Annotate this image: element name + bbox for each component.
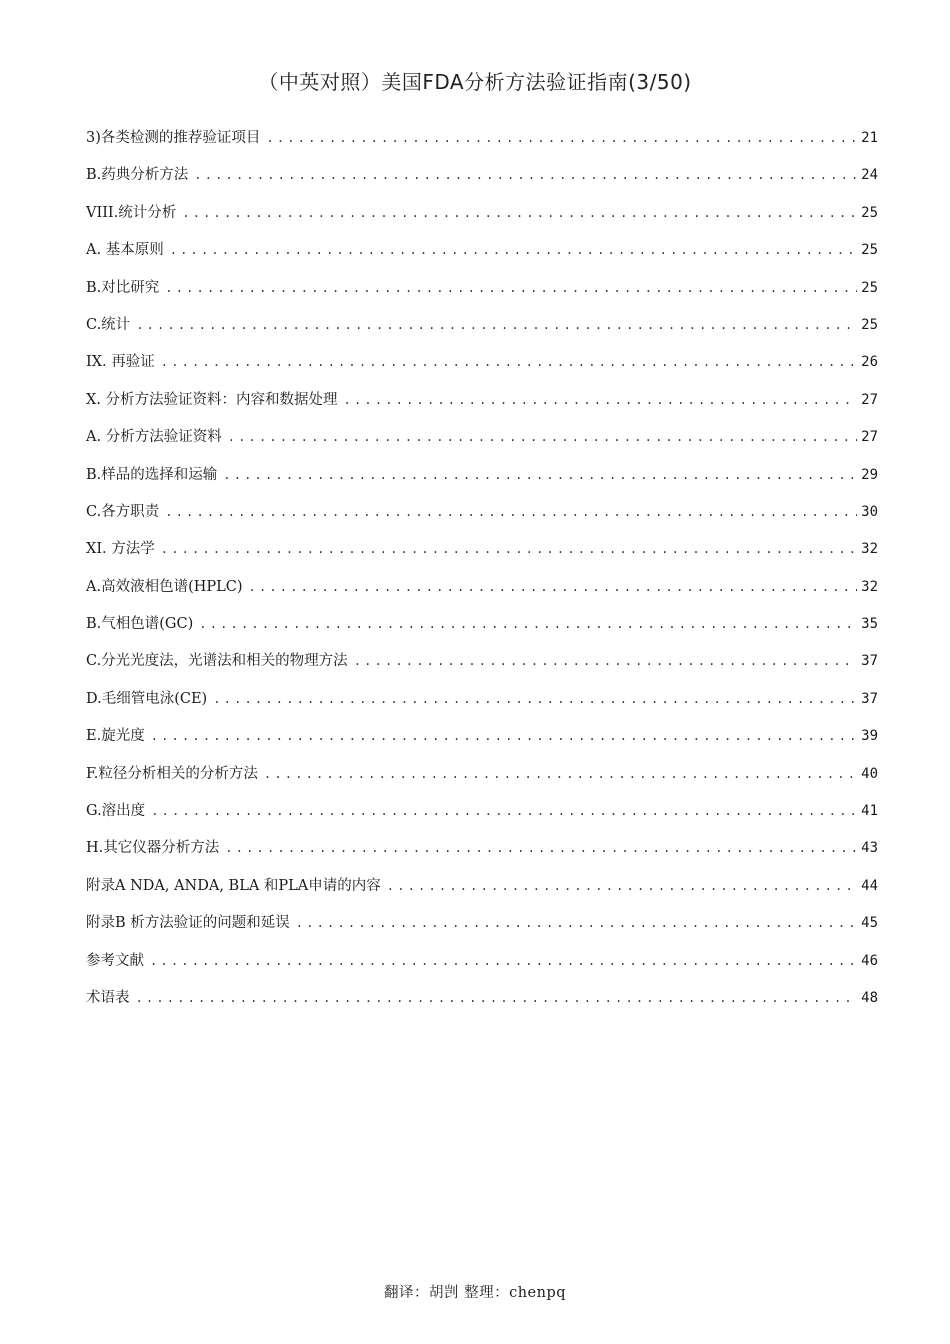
toc-entry-label: C.分光光度法，光谱法和相关的物理方法 — [86, 653, 348, 670]
toc-dot-leader — [136, 311, 857, 339]
toc-entry-label: 参考文献 — [86, 952, 144, 969]
toc-page-number: 35 — [861, 616, 878, 633]
toc-entry-label: A. 分析方法验证资料 — [86, 429, 222, 446]
toc-entry-label: E.旋光度 — [86, 728, 145, 745]
toc-entry-label: A. 基本原则 — [86, 242, 164, 259]
toc-entry[interactable] — [86, 685, 878, 722]
toc-entry-label: XI. 方法学 — [86, 541, 155, 558]
toc-entry[interactable] — [86, 834, 878, 871]
toc-page-number: 21 — [861, 130, 878, 146]
toc-entry[interactable] — [86, 760, 878, 797]
toc-entry[interactable] — [86, 498, 878, 535]
toc-dot-leader — [161, 348, 857, 376]
toc-page-number: 27 — [861, 429, 878, 446]
toc-entry[interactable] — [86, 722, 878, 759]
toc-entry[interactable] — [86, 311, 878, 348]
toc-dot-leader — [223, 461, 857, 489]
toc-entry[interactable] — [86, 161, 878, 198]
toc-entry-label: 附录B 析方法验证的问题和延误 — [86, 915, 290, 932]
toc-entry[interactable] — [86, 573, 878, 610]
toc-entry[interactable] — [86, 274, 878, 311]
toc-entry-label: G.溶出度 — [86, 803, 146, 820]
toc-entry-label: B.对比研究 — [86, 279, 160, 296]
toc-entry-label: B.药典分析方法 — [86, 167, 189, 184]
toc-dot-leader — [387, 872, 857, 900]
toc-entry-label: B.气相色谱(GC) — [86, 616, 194, 633]
page-footer: 翻译：胡剀 整理：chenpq — [383, 1285, 567, 1301]
toc-entry-label: VIII.统计分析 — [86, 204, 177, 221]
toc-page-number: 25 — [861, 204, 878, 221]
toc-page-number: 41 — [861, 803, 878, 820]
toc-dot-leader — [165, 274, 857, 302]
toc-dot-leader — [249, 573, 858, 601]
toc-entry-label: H.其它仪器分析方法 — [86, 840, 220, 857]
toc-entry-label: C.统计 — [86, 316, 131, 333]
toc-page-number: 45 — [861, 915, 878, 932]
toc-dot-leader — [161, 535, 857, 563]
toc-dot-leader — [151, 797, 857, 825]
toc-page-number: 25 — [861, 242, 878, 259]
toc-entry[interactable] — [86, 984, 878, 1021]
toc-entry[interactable] — [86, 947, 878, 984]
toc-entry[interactable] — [86, 124, 878, 161]
toc-dot-leader — [225, 834, 857, 862]
toc-page-number: 27 — [861, 391, 878, 408]
toc-entry[interactable] — [86, 348, 878, 385]
toc-dot-leader — [194, 161, 857, 189]
toc-page-number: 30 — [861, 503, 878, 520]
toc-dot-leader — [296, 909, 857, 937]
toc-dot-leader — [228, 423, 857, 451]
toc-entry[interactable] — [86, 535, 878, 572]
toc-page-number: 48 — [861, 989, 878, 1006]
toc-dot-leader — [199, 610, 857, 638]
toc-dot-leader — [344, 386, 858, 414]
toc-dot-leader — [264, 760, 857, 788]
toc-page-number: 39 — [861, 728, 878, 745]
toc-page-number: 43 — [861, 840, 878, 857]
page-title: （中英对照）美国FDA分析方法验证指南(3/50) — [258, 70, 692, 94]
toc-entry-label: X. 分析方法验证资料：内容和数据处理 — [86, 391, 338, 408]
toc-page-number: 32 — [861, 541, 878, 558]
toc-dot-leader — [151, 722, 857, 750]
toc-entry[interactable] — [86, 461, 878, 498]
toc-entry[interactable] — [86, 797, 878, 834]
toc-entry-label: F.粒径分析相关的分析方法 — [86, 765, 258, 782]
toc-entry[interactable] — [86, 386, 878, 423]
toc-page-number: 46 — [861, 952, 878, 969]
toc-entry-label: B.样品的选择和运输 — [86, 466, 218, 483]
toc-page-number: 32 — [861, 578, 878, 595]
toc-page-number: 25 — [861, 316, 878, 333]
toc-entry-label: D.毛细管电泳(CE) — [86, 690, 208, 707]
toc-entry-label: A.高效液相色谱(HPLC) — [86, 578, 243, 595]
toc-page-number: 29 — [861, 466, 878, 483]
toc-dot-leader — [165, 498, 857, 526]
toc-entry-label: IX. 再验证 — [86, 354, 155, 371]
toc-entry[interactable] — [86, 610, 878, 647]
toc-page-number: 37 — [861, 653, 878, 670]
toc-entry[interactable] — [86, 199, 878, 236]
toc-dot-leader — [170, 236, 857, 264]
toc-entry[interactable] — [86, 236, 878, 273]
table-of-contents — [86, 124, 878, 1021]
toc-dot-leader — [213, 685, 857, 713]
toc-entry[interactable] — [86, 423, 878, 460]
toc-dot-leader — [354, 647, 857, 675]
toc-entry-label: 附录A NDA, ANDA, BLA 和PLA申请的内容 — [86, 877, 381, 894]
toc-entry[interactable] — [86, 647, 878, 684]
toc-dot-leader — [182, 199, 857, 227]
toc-entry-label: 术语表 — [86, 989, 130, 1006]
toc-page-number: 24 — [861, 167, 878, 184]
toc-dot-leader — [150, 947, 857, 975]
toc-page-number: 40 — [861, 765, 878, 782]
toc-entry-label: 3)各类检测的推荐验证项目 — [86, 130, 261, 146]
toc-entry[interactable] — [86, 872, 878, 909]
toc-entry-label: C.各方职责 — [86, 503, 160, 520]
toc-page-number: 25 — [861, 279, 878, 296]
toc-page-number: 44 — [861, 877, 878, 894]
toc-entry[interactable] — [86, 909, 878, 946]
toc-page-number: 37 — [861, 690, 878, 707]
toc-dot-leader — [136, 984, 858, 1012]
toc-page-number: 26 — [861, 354, 878, 371]
toc-dot-leader — [266, 124, 857, 152]
